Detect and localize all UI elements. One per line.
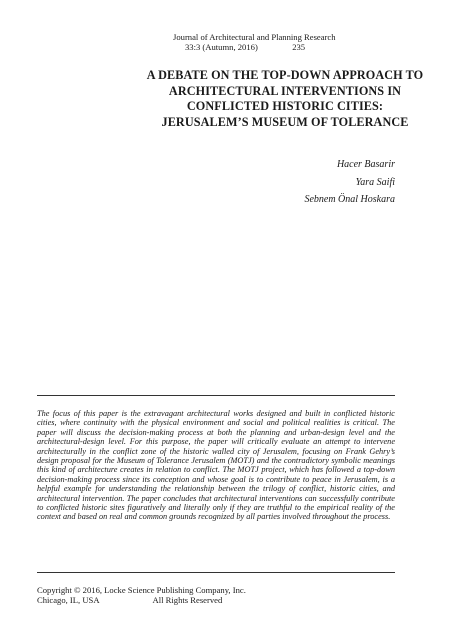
title-line-2: ARCHITECTURAL INTERVENTIONS IN xyxy=(168,83,402,98)
footer-line-2 xyxy=(37,595,246,605)
title-line-3: CONFLICTED HISTORIC CITIES: xyxy=(186,99,384,113)
title-line-4: JERUSALEM’S MUSEUM OF TOLERANCE xyxy=(161,114,409,129)
page-footer xyxy=(37,585,246,605)
author-name: Sebnem Önal Hoskara xyxy=(304,194,395,205)
issue-info: 33:3 (Autumn, 2016) xyxy=(185,42,258,52)
journal-name: Journal of Architectural and Planning Research xyxy=(173,32,336,42)
issue-line xyxy=(173,42,336,52)
author-list xyxy=(304,156,395,209)
title-line-1: A DEBATE ON THE TOP-DOWN APPROACH TO xyxy=(146,68,424,82)
abstract-top-rule xyxy=(37,395,395,396)
copyright-notice: Copyright © 2016, Locke Science Publishing Company, Inc. xyxy=(37,585,246,595)
rights-notice: All Rights Reserved xyxy=(152,595,223,605)
page-number: 235 xyxy=(292,42,306,52)
abstract-text: The focus of this paper is the extravagant architectural works designed and built in conflicted historic cities, where continuity with the physical environment and social and political realities is critical. The paper will discuss the decision-making process at both the planning and urban-design level and the architectural-design level. For this purpose, the paper will critically evaluate an attempt to intervene architecturally in the conflict zone of the historic walled city of Jerusalem, focusing on Frank Gehry’s design proposal for the Museum of Tolerance Jerusalem (MOTJ) and the contradictory symbolic meanings this kind of architecture creates in relation to conflict. The MOTJ project, which has followed a top-down decision-making process since its conception and whose goal is to contribute to peace in Jerusalem, is a helpful example for understanding the relationship between the trilogy of conflict, historic cities, and architectural intervention. The paper concludes that architectural interventions can successfully contribute to conflicted historic sites figuratively and literally only if they are truthful to the empirical reality of the context and based on real and common grounds recognized by all parties involved throughout the process. xyxy=(37,409,395,522)
author-name: Hacer Basarir xyxy=(336,159,395,170)
publisher-location: Chicago, IL, USA xyxy=(37,595,100,605)
paper-title xyxy=(100,68,470,130)
abstract-bottom-rule xyxy=(37,572,395,573)
journal-header xyxy=(173,32,336,52)
author-name: Yara Saifi xyxy=(355,176,395,188)
